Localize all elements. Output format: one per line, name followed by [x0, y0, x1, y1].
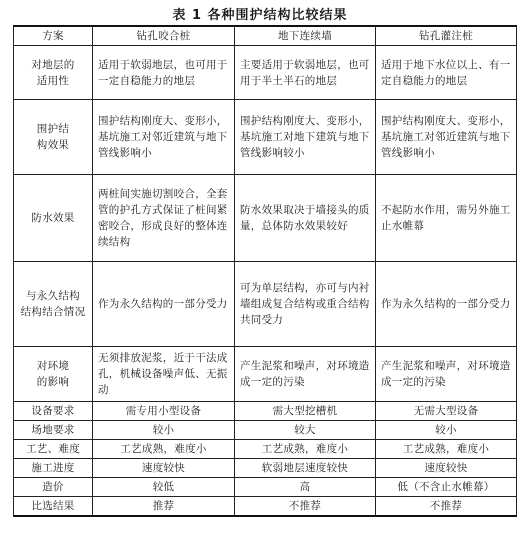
table-row — [14, 100, 517, 175]
table-cell: 高 — [235, 478, 376, 497]
header-cell-bored-pile: 钻孔灌注桩 — [376, 26, 517, 46]
row-header-cell: 与永久结构 结构结合情况 — [14, 262, 93, 347]
table-cell: 工艺成熟，难度小 — [376, 440, 517, 459]
table-cell: 速度较快 — [376, 459, 517, 478]
table-cell: 速度较快 — [93, 459, 235, 478]
table-cell: 可为单层结构，亦可与内衬墙组成复合结构或重合结构共同受力 — [235, 262, 376, 347]
table-row — [14, 347, 517, 402]
header-cell-secant-pile: 钻孔咬合桩 — [93, 26, 235, 46]
table-row — [14, 478, 517, 497]
header-cell-diaphragm-wall: 地下连续墙 — [235, 26, 376, 46]
table-cell: 围护结构刚度大、变形小，基坑施工对邻近建筑与地下管线影响小 — [376, 100, 517, 175]
row-header-cell: 防水效果 — [14, 175, 93, 262]
row-header-cell: 围护结 构效果 — [14, 100, 93, 175]
table-cell: 两桩间实施切割咬合，全套管的护孔方式保证了桩间紧密咬合，形成良好的整体连续结构 — [93, 175, 235, 262]
row-header-cell: 设备要求 — [14, 402, 93, 421]
table-cell: 围护结构刚度大、变形小，基坑施工对邻近建筑与地下管线影响小 — [93, 100, 235, 175]
table-cell: 较小 — [93, 421, 235, 440]
row-header-cell: 比选结果 — [14, 497, 93, 517]
table-row — [14, 440, 517, 459]
table-cell: 适用于软弱地层，也可用于一定自稳能力的地层 — [93, 46, 235, 100]
table-cell: 不推荐 — [235, 497, 376, 517]
table-cell: 不推荐 — [376, 497, 517, 517]
row-header-cell: 对地层的 适用性 — [14, 46, 93, 100]
row-header-cell: 场地要求 — [14, 421, 93, 440]
row-header-cell: 造价 — [14, 478, 93, 497]
comparison-table — [13, 25, 517, 517]
table-row — [14, 262, 517, 347]
table-cell: 工艺成熟，难度小 — [93, 440, 235, 459]
row-header-cell: 工艺、难度 — [14, 440, 93, 459]
table-cell: 围护结构刚度大、变形小，基坑施工对地下建筑与地下管线影响较小 — [235, 100, 376, 175]
table-row — [14, 497, 517, 517]
table-header-row — [14, 26, 517, 46]
table-cell: 主要适用于软弱地层，也可用于半土半石的地层 — [235, 46, 376, 100]
row-header-cell: 施工进度 — [14, 459, 93, 478]
table-cell: 作为永久结构的一部分受力 — [93, 262, 235, 347]
table-caption: 表 1 各种围护结构比较结果 — [172, 8, 348, 23]
table-cell: 防水效果取决于墙接头的质量，总体防水效果较好 — [235, 175, 376, 262]
table-row — [14, 459, 517, 478]
table-cell: 较低 — [93, 478, 235, 497]
table-body — [14, 46, 517, 517]
table-cell: 需大型挖槽机 — [235, 402, 376, 421]
table-cell: 需专用小型设备 — [93, 402, 235, 421]
table-row — [14, 402, 517, 421]
table-row — [14, 175, 517, 262]
table-cell: 软弱地层速度较快 — [235, 459, 376, 478]
table-cell: 无须排放泥浆，近于干法成孔，机械设备噪声低、无振动 — [93, 347, 235, 402]
header-cell-scheme: 方案 — [14, 26, 93, 46]
table-cell: 产生泥浆和噪声，对环境造成一定的污染 — [376, 347, 517, 402]
table-cell: 不起防水作用，需另外施工止水帷幕 — [376, 175, 517, 262]
table-cell: 产生泥浆和噪声，对环境造成一定的污染 — [235, 347, 376, 402]
table-cell: 较大 — [235, 421, 376, 440]
table-cell: 作为永久结构的一部分受力 — [376, 262, 517, 347]
table-cell: 较小 — [376, 421, 517, 440]
table-row — [14, 46, 517, 100]
table-cell: 无需大型设备 — [376, 402, 517, 421]
row-header-cell: 对环境 的影响 — [14, 347, 93, 402]
table-cell: 工艺成熟，难度小 — [235, 440, 376, 459]
table-cell: 适用于地下水位以上、有一定自稳能力的地层 — [376, 46, 517, 100]
table-cell: 推荐 — [93, 497, 235, 517]
table-row — [14, 421, 517, 440]
table-cell: 低（不含止水帷幕） — [376, 478, 517, 497]
